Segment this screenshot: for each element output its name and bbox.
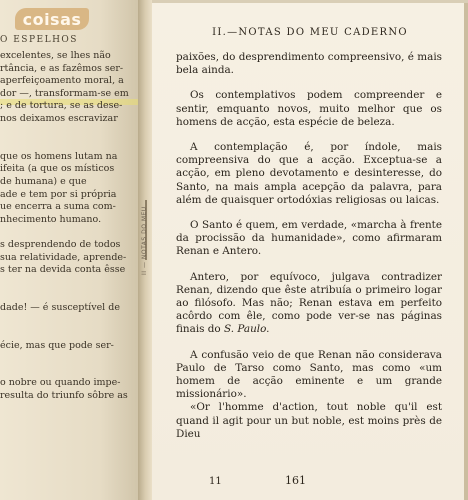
paragraph: paixões, do desprendimento compreensivo, é mais bela ainda. <box>176 51 442 77</box>
left-line: que os homens lutam na <box>0 150 118 162</box>
left-line: resulta do triunfo sôbre as <box>0 390 128 402</box>
left-line: excelentes, se lhes não <box>0 50 111 61</box>
spine-imprint: II — NOTAS DO MEU <box>141 206 148 275</box>
left-running-head: O ESPELHOS <box>0 35 78 45</box>
left-line: écie, mas que pode ser- <box>0 339 114 351</box>
left-line <box>0 126 140 139</box>
left-line <box>0 289 140 302</box>
left-line: aperfeiçoamento moral, a <box>0 75 124 87</box>
left-line: nos deixamos escravizar <box>0 112 118 124</box>
paragraph: A contemplação é, por índole, mais compreensiva do que a acção. Exceptua-se a acção, em pleno devotamento e desinteresse, do Santo, na mais ampla acepção da palavra, para além de quaisquer ortodóxias religiosas ou laicas. <box>176 141 442 206</box>
left-line <box>0 365 140 378</box>
page-number: 161 <box>285 474 306 487</box>
left-line: nhecimento humano. <box>0 213 102 225</box>
left-line: sua relatividade, aprende- <box>0 251 127 263</box>
left-line: o nobre ou quando impe- <box>0 377 121 389</box>
book-title: S. Paulo. <box>224 323 270 336</box>
paragraph: Os contemplativos podem compreender e sentir, emquanto novos, muito melhor que os homens de acção, esta espécie de beleza. <box>176 89 442 128</box>
left-line <box>0 277 140 290</box>
left-line: ; e de tortura, se as dese- <box>0 100 123 112</box>
quotation: «Or l'homme d'action, tout noble qu'il est quand il agit pour un but noble, est moins près de Dieu <box>176 401 442 440</box>
left-page-text <box>0 50 140 403</box>
left-line: ue encerra a suma com- <box>0 201 116 213</box>
page-top-edge <box>152 0 468 3</box>
page-body <box>176 51 442 453</box>
left-line <box>0 226 140 239</box>
left-line <box>0 327 140 340</box>
left-line: s desprendendo de todos <box>0 238 121 250</box>
left-line: rtância, e as fazêmos ser- <box>0 62 124 74</box>
paragraph-with-citation <box>176 271 442 337</box>
left-line: de humana) e que <box>0 175 87 187</box>
left-line <box>0 314 140 327</box>
stamp-text: coisas <box>22 9 82 29</box>
left-line: dade! — é susceptível de <box>0 301 120 313</box>
left-line: ade e tem por si própria <box>0 188 117 200</box>
left-line <box>0 138 140 151</box>
left-line: dor —, transformam-se em <box>0 87 129 99</box>
paragraph-text: Antero, por equívoco, julgava contradizer Renan, dizendo que êste atribuía o primeiro logar ao filósofo. Mas não; Renan estava em perfeito acôrdo com êle, como pode ver-se nas páginas finais do <box>176 270 442 336</box>
paragraph: O Santo é quem, em verdade, «marcha à frente da procissão da humanidade», como afirmaram Renan e Antero. <box>176 219 442 258</box>
running-head: II.—NOTAS DO MEU CADERNO <box>212 27 408 38</box>
paragraph: A confusão veio de que Renan não considerava Paulo de Tarso como Santo, mas como «um homem de acção eminente e um grande missionário». <box>176 348 442 401</box>
left-page <box>0 0 142 500</box>
signature-mark: 11 <box>209 476 222 487</box>
left-line: s ter na devida conta êsse <box>0 264 126 276</box>
left-line: ifeita (a que os místicos <box>0 163 115 175</box>
left-line <box>0 352 140 365</box>
stamp-label <box>15 8 89 30</box>
